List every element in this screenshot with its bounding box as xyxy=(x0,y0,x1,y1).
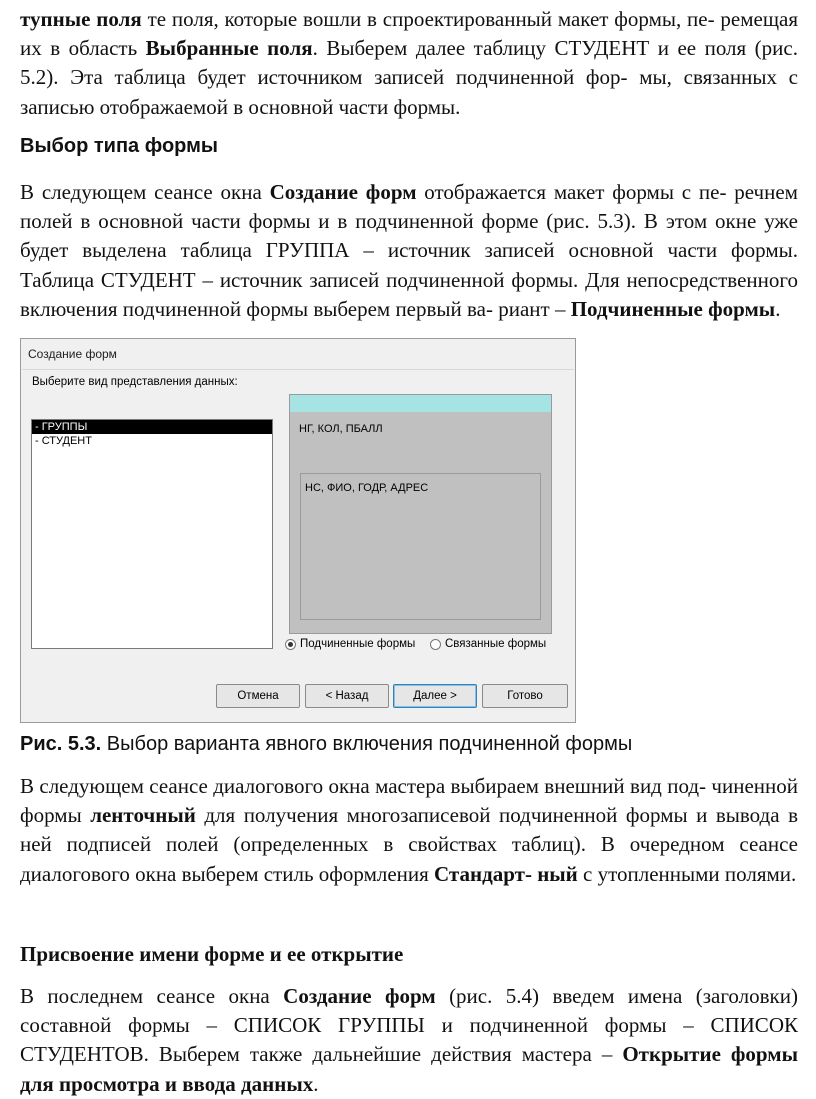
radio-subforms[interactable] xyxy=(285,636,415,652)
section-heading-form-type: Выбор типа формы xyxy=(20,135,218,157)
paragraph-text: В следующем сеансе диалогового окна мастера выбираем внешний вид под- чиненной формы xyxy=(20,774,798,828)
paragraph-1 xyxy=(20,5,798,122)
paragraph-3 xyxy=(20,772,798,889)
bold-term: ленточный xyxy=(90,803,196,828)
paragraph-text: (рис. 5.4) введем имена (заголовки) составной формы – СПИСОК ГРУППЫ и подчиненной формы – СПИСОК СТУДЕНТОВ. Выберем также дальнейшие действия мастера – xyxy=(20,984,798,1067)
paragraph-text: В последнем сеансе окна xyxy=(20,984,284,1008)
bold-term: Стандарт- ный xyxy=(434,861,578,886)
preview-header-bar xyxy=(290,395,551,412)
figure-number: Рис. 5.3. xyxy=(20,733,102,755)
figure-caption-text: Выбор варианта явного включения подчиненной формы xyxy=(101,733,633,755)
bold-term: Открытие формы для просмотра и ввода данных xyxy=(20,1042,798,1096)
form-layout-preview xyxy=(289,394,552,634)
radio-linked-forms[interactable] xyxy=(430,636,546,652)
title-divider xyxy=(22,369,574,370)
back-button[interactable]: < Назад xyxy=(305,684,389,708)
list-item-student[interactable]: - СТУДЕНТ xyxy=(35,435,92,447)
paragraph-4 xyxy=(20,982,798,1099)
paragraph-text: для получения многозаписевой подчиненной формы и вывода в ней подписей полей (определенных в свойствах таблиц). В очередном сеансе диалогового окна выберем стиль оформления xyxy=(20,803,798,886)
data-view-listbox[interactable] xyxy=(31,419,273,649)
paragraph-text: с утопленными полями. xyxy=(577,861,797,886)
radio-linked-forms-label: Связанные формы xyxy=(445,638,547,650)
bold-term: Создание форм xyxy=(269,180,417,204)
radio-selected-icon[interactable] xyxy=(285,639,296,650)
subform-fields: НС, ФИО, ГОДР, АДРЕС xyxy=(305,482,429,494)
subform-preview xyxy=(300,473,541,620)
paragraph-text: . xyxy=(313,1071,319,1096)
cancel-button[interactable]: Отмена xyxy=(216,684,300,708)
paragraph-text: те поля, которые вошли в спроектированный макет формы, пе- ремещая их в область xyxy=(20,7,799,61)
bold-term: Создание форм xyxy=(283,984,436,1008)
section-heading-naming: Присвоение имени форме и ее открытие xyxy=(20,942,404,966)
radio-subforms-label: Подчиненные формы xyxy=(300,638,416,650)
paragraph-text: отображается макет формы с пе- речнем полей в основной части формы и в подчиненной форме (рис. 5.3). В этом окне уже будет выделена таблица ГРУППА – источник записей основной части формы. Таблица СТУДЕНТ – источник записей подчиненной формы. Для непосредственного включения подчиненной формы выберем первый ва- риант – xyxy=(20,180,798,321)
figure-caption xyxy=(20,733,632,756)
form-wizard-dialog xyxy=(20,338,576,723)
bold-term: Подчиненные формы xyxy=(570,296,776,321)
paragraph-text: В следующем сеансе окна xyxy=(20,180,270,204)
next-button[interactable]: Далее > xyxy=(393,684,477,708)
main-form-fields: НГ, КОЛ, ПБАЛЛ xyxy=(299,423,383,435)
data-view-prompt: Выберите вид представления данных: xyxy=(32,376,238,388)
paragraph-2 xyxy=(20,178,798,324)
bold-term: тупные поля xyxy=(20,7,142,31)
radio-unselected-icon[interactable] xyxy=(430,639,441,650)
dialog-title: Создание форм xyxy=(28,347,117,361)
paragraph-text: . Выберем далее таблицу СТУДЕНТ и ее поля (рис. 5.2). Эта таблица будет источником записей подчиненной фор- мы, связанных с записью отображаемой в основной части формы. xyxy=(20,36,798,119)
finish-button[interactable]: Готово xyxy=(482,684,568,708)
list-item-groups[interactable]: - ГРУППЫ xyxy=(32,420,272,434)
paragraph-text: . xyxy=(775,296,781,321)
bold-term: Выбранные поля xyxy=(145,36,313,61)
